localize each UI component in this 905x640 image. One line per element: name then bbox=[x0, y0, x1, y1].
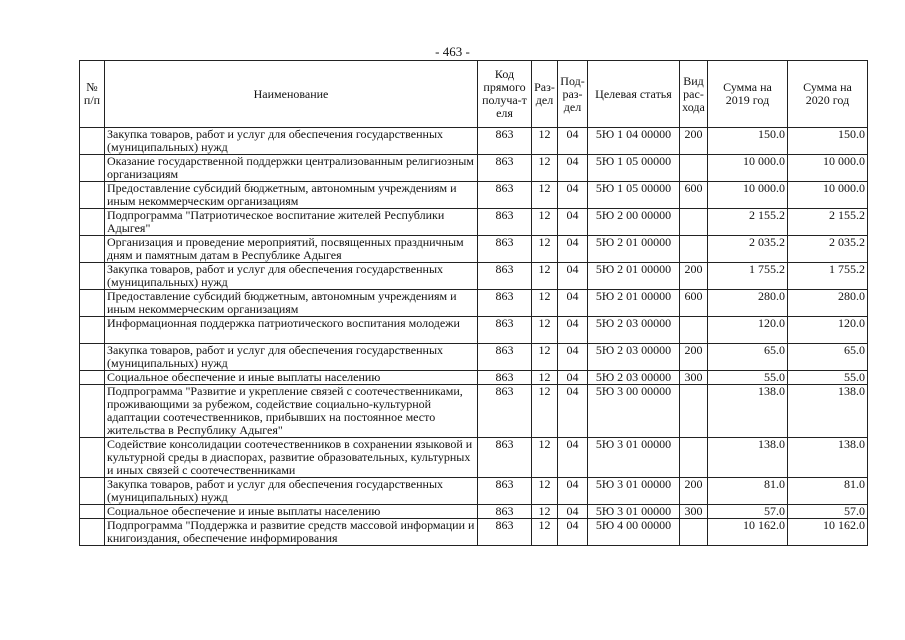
cell-vid: 300 bbox=[680, 505, 708, 519]
cell-code: 863 bbox=[478, 263, 532, 290]
cell-sum-2019: 1 755.2 bbox=[708, 263, 788, 290]
cell-podrazdel: 04 bbox=[558, 385, 588, 438]
cell-code: 863 bbox=[478, 236, 532, 263]
table-row bbox=[80, 385, 868, 438]
cell-sum-2020: 2 155.2 bbox=[788, 209, 868, 236]
cell-target: 5Ю 2 03 00000 bbox=[588, 344, 680, 371]
cell-name: Социальное обеспечение и иные выплаты населению bbox=[105, 371, 478, 385]
table-row bbox=[80, 128, 868, 155]
cell-vid bbox=[680, 519, 708, 546]
cell-sum-2019: 2 155.2 bbox=[708, 209, 788, 236]
cell-razdel: 12 bbox=[532, 371, 558, 385]
cell-razdel: 12 bbox=[532, 263, 558, 290]
cell-target: 5Ю 3 01 00000 bbox=[588, 505, 680, 519]
cell-vid: 200 bbox=[680, 478, 708, 505]
cell-sum-2019: 10 000.0 bbox=[708, 182, 788, 209]
cell-name: Подпрограмма "Патриотическое воспитание жителей Республики Адыгея" bbox=[105, 209, 478, 236]
cell-vid bbox=[680, 317, 708, 344]
cell-razdel: 12 bbox=[532, 519, 558, 546]
header-code: Код прямого получа-т еля bbox=[478, 61, 532, 128]
table-row bbox=[80, 236, 868, 263]
table-row bbox=[80, 344, 868, 371]
cell-name: Закупка товаров, работ и услуг для обеспечения государственных (муниципальных) нужд bbox=[105, 344, 478, 371]
cell-num bbox=[80, 317, 105, 344]
cell-num bbox=[80, 209, 105, 236]
cell-sum-2020: 138.0 bbox=[788, 438, 868, 478]
cell-vid bbox=[680, 438, 708, 478]
cell-target: 5Ю 2 01 00000 bbox=[588, 263, 680, 290]
table-row bbox=[80, 182, 868, 209]
cell-razdel: 12 bbox=[532, 290, 558, 317]
cell-sum-2019: 10 162.0 bbox=[708, 519, 788, 546]
cell-razdel: 12 bbox=[532, 236, 558, 263]
table-row bbox=[80, 155, 868, 182]
cell-target: 5Ю 1 05 00000 bbox=[588, 182, 680, 209]
cell-name: Содействие консолидации соотечественников в сохранении языковой и культурной среды в диаспорах, развитие образовательных, культурных и иных связей с соотечественниками bbox=[105, 438, 478, 478]
table-row bbox=[80, 519, 868, 546]
cell-sum-2020: 10 162.0 bbox=[788, 519, 868, 546]
cell-sum-2020: 150.0 bbox=[788, 128, 868, 155]
cell-num bbox=[80, 182, 105, 209]
cell-vid bbox=[680, 385, 708, 438]
cell-sum-2019: 55.0 bbox=[708, 371, 788, 385]
cell-sum-2019: 138.0 bbox=[708, 438, 788, 478]
cell-name: Закупка товаров, работ и услуг для обеспечения государственных (муниципальных) нужд bbox=[105, 128, 478, 155]
cell-name: Социальное обеспечение и иные выплаты населению bbox=[105, 505, 478, 519]
cell-podrazdel: 04 bbox=[558, 317, 588, 344]
cell-razdel: 12 bbox=[532, 505, 558, 519]
cell-num bbox=[80, 263, 105, 290]
cell-razdel: 12 bbox=[532, 478, 558, 505]
cell-num bbox=[80, 236, 105, 263]
cell-vid: 200 bbox=[680, 344, 708, 371]
cell-podrazdel: 04 bbox=[558, 478, 588, 505]
cell-target: 5Ю 2 01 00000 bbox=[588, 290, 680, 317]
page-number: - 463 - bbox=[435, 44, 470, 59]
cell-razdel: 12 bbox=[532, 344, 558, 371]
cell-podrazdel: 04 bbox=[558, 438, 588, 478]
cell-podrazdel: 04 bbox=[558, 505, 588, 519]
cell-sum-2020: 65.0 bbox=[788, 344, 868, 371]
header-podrazdel: Под-раз-дел bbox=[558, 61, 588, 128]
cell-vid: 300 bbox=[680, 371, 708, 385]
table-row bbox=[80, 478, 868, 505]
cell-target: 5Ю 4 00 00000 bbox=[588, 519, 680, 546]
header-vid: Вид рас-хода bbox=[680, 61, 708, 128]
cell-code: 863 bbox=[478, 344, 532, 371]
cell-podrazdel: 04 bbox=[558, 290, 588, 317]
cell-razdel: 12 bbox=[532, 385, 558, 438]
cell-target: 5Ю 1 04 00000 bbox=[588, 128, 680, 155]
cell-target: 5Ю 2 03 00000 bbox=[588, 371, 680, 385]
cell-sum-2020: 10 000.0 bbox=[788, 182, 868, 209]
cell-sum-2019: 81.0 bbox=[708, 478, 788, 505]
table-row bbox=[80, 263, 868, 290]
cell-num bbox=[80, 344, 105, 371]
cell-vid bbox=[680, 236, 708, 263]
cell-sum-2020: 81.0 bbox=[788, 478, 868, 505]
header-name: Наименование bbox=[105, 61, 478, 128]
cell-target: 5Ю 1 05 00000 bbox=[588, 155, 680, 182]
cell-sum-2020: 138.0 bbox=[788, 385, 868, 438]
cell-sum-2020: 2 035.2 bbox=[788, 236, 868, 263]
cell-name: Организация и проведение мероприятий, посвященных праздничным дням и памятным датам в Республике Адыгея bbox=[105, 236, 478, 263]
table-row bbox=[80, 317, 868, 344]
cell-sum-2019: 57.0 bbox=[708, 505, 788, 519]
cell-target: 5Ю 2 03 00000 bbox=[588, 317, 680, 344]
table-row bbox=[80, 209, 868, 236]
cell-code: 863 bbox=[478, 519, 532, 546]
cell-vid: 600 bbox=[680, 182, 708, 209]
cell-podrazdel: 04 bbox=[558, 155, 588, 182]
budget-table bbox=[79, 60, 868, 546]
cell-target: 5Ю 3 01 00000 bbox=[588, 438, 680, 478]
cell-sum-2019: 120.0 bbox=[708, 317, 788, 344]
cell-code: 863 bbox=[478, 505, 532, 519]
cell-razdel: 12 bbox=[532, 209, 558, 236]
cell-name: Закупка товаров, работ и услуг для обеспечения государственных (муниципальных) нужд bbox=[105, 478, 478, 505]
cell-sum-2019: 2 035.2 bbox=[708, 236, 788, 263]
cell-podrazdel: 04 bbox=[558, 209, 588, 236]
cell-vid bbox=[680, 209, 708, 236]
cell-num bbox=[80, 438, 105, 478]
cell-name: Оказание государственной поддержки централизованным религиозным организациям bbox=[105, 155, 478, 182]
header-num: № п/п bbox=[80, 61, 105, 128]
cell-razdel: 12 bbox=[532, 438, 558, 478]
cell-code: 863 bbox=[478, 371, 532, 385]
cell-sum-2020: 280.0 bbox=[788, 290, 868, 317]
cell-sum-2020: 57.0 bbox=[788, 505, 868, 519]
cell-num bbox=[80, 385, 105, 438]
cell-code: 863 bbox=[478, 438, 532, 478]
cell-sum-2019: 280.0 bbox=[708, 290, 788, 317]
cell-podrazdel: 04 bbox=[558, 236, 588, 263]
cell-name: Подпрограмма "Развитие и укрепление связей с соотечественниками, проживающими за рубежом, содействие социально-культурной адаптации соотечественников, прибывших на постоянное место жительства в Республику Адыгея" bbox=[105, 385, 478, 438]
cell-sum-2020: 10 000.0 bbox=[788, 155, 868, 182]
cell-vid: 600 bbox=[680, 290, 708, 317]
cell-name: Подпрограмма "Поддержка и развитие средств массовой информации и книгоиздания, обеспечение информирования bbox=[105, 519, 478, 546]
cell-sum-2020: 120.0 bbox=[788, 317, 868, 344]
header-sum-2020: Сумма на 2020 год bbox=[788, 61, 868, 128]
cell-name: Предоставление субсидий бюджетным, автономным учреждениям и иным некоммерческим организациям bbox=[105, 290, 478, 317]
cell-sum-2020: 55.0 bbox=[788, 371, 868, 385]
cell-num bbox=[80, 290, 105, 317]
table-row bbox=[80, 290, 868, 317]
cell-sum-2019: 65.0 bbox=[708, 344, 788, 371]
cell-razdel: 12 bbox=[532, 182, 558, 209]
cell-podrazdel: 04 bbox=[558, 263, 588, 290]
cell-podrazdel: 04 bbox=[558, 344, 588, 371]
header-razdel: Раз-дел bbox=[532, 61, 558, 128]
cell-num bbox=[80, 371, 105, 385]
table-row bbox=[80, 505, 868, 519]
cell-num bbox=[80, 478, 105, 505]
cell-vid: 200 bbox=[680, 128, 708, 155]
cell-target: 5Ю 3 00 00000 bbox=[588, 385, 680, 438]
cell-podrazdel: 04 bbox=[558, 182, 588, 209]
header-target: Целевая статья bbox=[588, 61, 680, 128]
cell-target: 5Ю 2 01 00000 bbox=[588, 236, 680, 263]
cell-podrazdel: 04 bbox=[558, 519, 588, 546]
cell-code: 863 bbox=[478, 385, 532, 438]
cell-num bbox=[80, 155, 105, 182]
cell-vid bbox=[680, 155, 708, 182]
cell-name: Информационная поддержка патриотического воспитания молодежи bbox=[105, 317, 478, 344]
cell-sum-2019: 150.0 bbox=[708, 128, 788, 155]
cell-razdel: 12 bbox=[532, 155, 558, 182]
table-header-row bbox=[80, 61, 868, 128]
cell-razdel: 12 bbox=[532, 128, 558, 155]
cell-sum-2019: 10 000.0 bbox=[708, 155, 788, 182]
cell-code: 863 bbox=[478, 155, 532, 182]
cell-sum-2019: 138.0 bbox=[708, 385, 788, 438]
table-row bbox=[80, 438, 868, 478]
cell-target: 5Ю 3 01 00000 bbox=[588, 478, 680, 505]
cell-code: 863 bbox=[478, 182, 532, 209]
header-sum-2019: Сумма на 2019 год bbox=[708, 61, 788, 128]
cell-podrazdel: 04 bbox=[558, 128, 588, 155]
cell-code: 863 bbox=[478, 290, 532, 317]
cell-num bbox=[80, 128, 105, 155]
cell-code: 863 bbox=[478, 478, 532, 505]
cell-num bbox=[80, 505, 105, 519]
table-row bbox=[80, 371, 868, 385]
cell-name: Закупка товаров, работ и услуг для обеспечения государственных (муниципальных) нужд bbox=[105, 263, 478, 290]
cell-target: 5Ю 2 00 00000 bbox=[588, 209, 680, 236]
cell-sum-2020: 1 755.2 bbox=[788, 263, 868, 290]
cell-razdel: 12 bbox=[532, 317, 558, 344]
cell-podrazdel: 04 bbox=[558, 371, 588, 385]
cell-num bbox=[80, 519, 105, 546]
cell-code: 863 bbox=[478, 128, 532, 155]
cell-vid: 200 bbox=[680, 263, 708, 290]
cell-name: Предоставление субсидий бюджетным, автономным учреждениям и иным некоммерческим организациям bbox=[105, 182, 478, 209]
cell-code: 863 bbox=[478, 209, 532, 236]
cell-code: 863 bbox=[478, 317, 532, 344]
